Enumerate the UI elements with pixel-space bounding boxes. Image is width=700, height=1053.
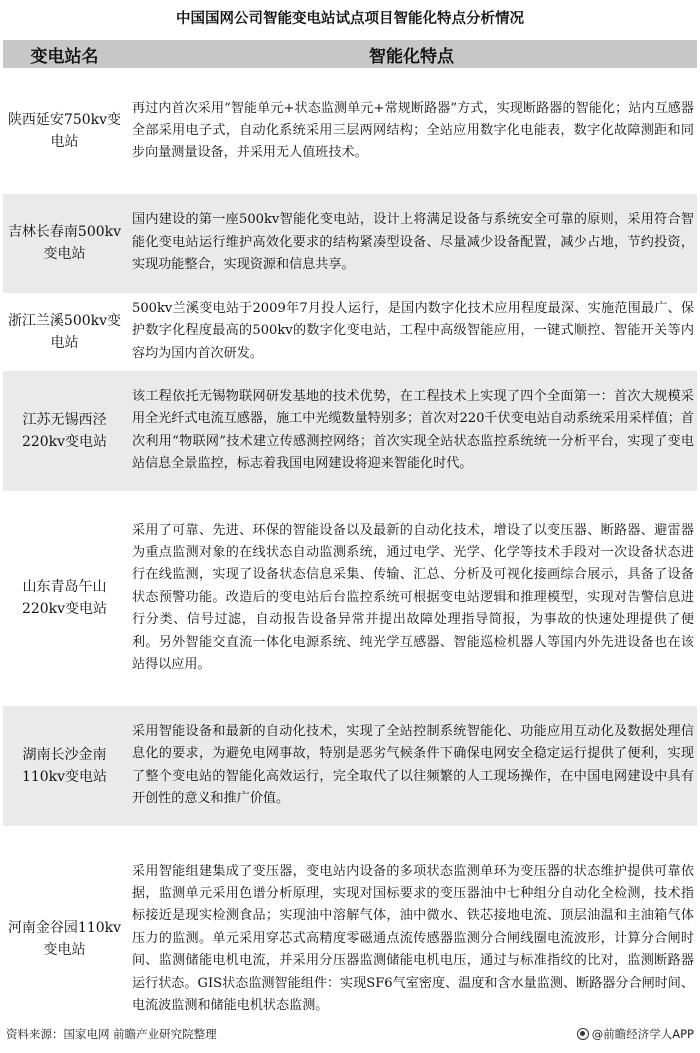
table-row: [3, 705, 697, 826]
features-cell: 再过内首次采用“智能单元+状态监测单元+常规断路器”方式，实现断路器的智能化；站内互感器全部采用电子式，自动化系统采用三层两网结构；全站应用数字化电能表，数字化故障测距和同步向量测量设备，并采用无人值班技术。: [126, 69, 697, 193]
features-cell: 采用了可靠、先进、环保的智能设备以及最新的自动化技术，增设了以变压器、断路器、避雷器为重点监测对象的在线状态自动监测系统，通过电学、光学、化学等技术手段对一次设备状态进行在线监测，实现了设备状态信息采集、传输、汇总、分析及可视化接画综合展示，具备了设备状态预警功能。改造后的变电站后台监控系统可根据变电站逻辑和推理模型，实现对告警信息进行分类、信号过滤，自动报告设备异常并提出故障处理指导简报，为事故的快速处理提供了便利。另外智能交直流一体化电源系统、纯光学互感器、智能巡检机器人等国内外先进设备也在该站得以应用。: [126, 491, 697, 705]
station-name-cell: 陕西延安750kv变电站: [3, 69, 126, 193]
station-name-cell: 山东青岛午山220kv变电站: [3, 491, 126, 705]
brand-credit: [577, 1026, 694, 1042]
station-name-cell: 吉林长春南500kv变电站: [3, 193, 126, 293]
table-row: [3, 193, 697, 293]
features-cell: 采用智能设备和最新的自动化技术，实现了全站控制系统智能化、功能应用互动化及数据处理信息化的要求，为避免电网事故，特别是恶劣气候条件下确保电网安全稳定运行提供了便利，实现了整个变电站的智能化高效运行，完全取代了以往频繁的人工现场操作，在中国电网建设中具有开创性的意义和推广价值。: [126, 705, 697, 826]
table-row: [3, 69, 697, 193]
table-header-row: [3, 40, 697, 69]
features-cell: 采用智能组建集成了变压器，变电站内设备的多项状态监测单环为变压器的状态维护提供可靠依据，监测单元采用色谱分析原理，实现对国标要求的变压器油中七种组分自动化全检测，技术指标接近是现实检测食品；实现油中溶解气体，油中微水、铁芯接地电流、顶层油温和主油箱气体压力的监测。单元采用穿芯式高精度零磁通点流传感器监测分合闸线圈电流波形，计算分合闸时间、监测储能电机电流，并采用分压器监测储能电机电压，通过与标准指纹的比对，监测断路器运行状态。GIS状态监测智能组件：实现SF6气室密度、温度和含水量监测、断路器分合闸时间、电流波监测和储能电机状态监测。: [126, 826, 697, 1052]
table-row: [3, 370, 697, 491]
brand-label: @前瞻经济学人APP: [591, 1027, 694, 1041]
page-title: 中国国网公司智能变电站试点项目智能化特点分析情况: [176, 11, 524, 27]
features-cell: 该工程依托无锡物联网研发基地的技术优势，在工程技术上实现了四个全面第一：首次大规模采用全光纤式电流互感器，施工中光缆数量特别多；首次对220千伏变电站自动系统采用采样值；首次利用“物联网”技术建立传感测控网络；首次实现全站状态监控系统统一分析平台，实现了变电站信息全景监控，标志着我国电网建设将迎来智能化时代。: [126, 370, 697, 491]
table-row: [3, 293, 697, 370]
table-row: [3, 491, 697, 705]
station-name-cell: 江苏无锡西泾220kv变电站: [3, 370, 126, 491]
brand-logo-icon: [577, 1028, 589, 1040]
footer: [0, 1020, 700, 1052]
station-name-cell: 湖南长沙金南110kv变电站: [3, 705, 126, 826]
column-header-features: 智能化特点: [126, 40, 697, 69]
source-note: 资料来源：国家电网 前瞻产业研究院整理: [6, 1027, 217, 1041]
column-header-station: 变电站名: [3, 40, 126, 69]
features-cell: 500kv兰溪变电站于2009年7月投人运行，是国内数字化技术应用程度最深、实施范围最广、保护数字化程度最高的500kv的数字化变电站，工程中高级智能应用，一键式顺控、智能开关等内容均为国内首次研发。: [126, 293, 697, 370]
station-name-cell: 浙江兰溪500kv变电站: [3, 293, 126, 370]
station-name-cell: 河南金谷园110kv变电站: [3, 826, 126, 1052]
table-row: [3, 826, 697, 1052]
features-cell: 国内建设的第一座500kv智能化变电站，设计上将满足设备与系统安全可靠的原则，采用符合智能化变电站运行维护高效化要求的结构紧凑型设备、尽量减少设备配置，减少占地，节约投资，实现功能整合，实现资源和信息共享。: [126, 193, 697, 293]
analysis-table: [3, 40, 697, 1053]
